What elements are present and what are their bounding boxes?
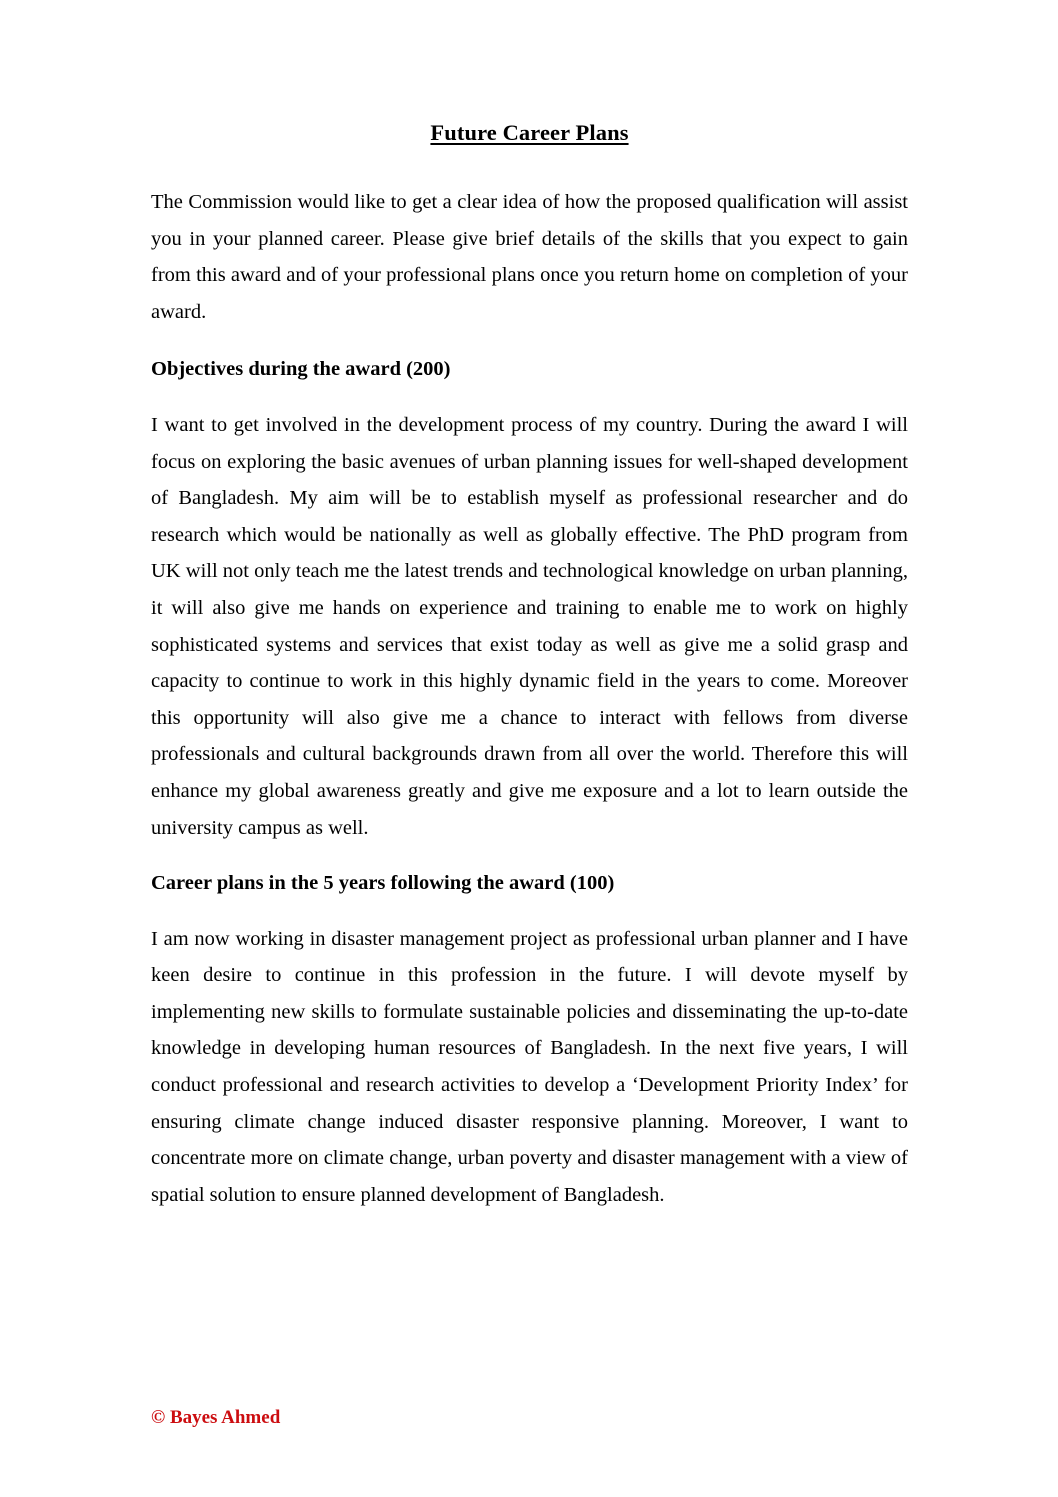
section-heading-objectives: Objectives during the award (200): [151, 358, 451, 381]
document-body: [151, 118, 908, 1232]
section-body-objectives: I want to get involved in the development process of my country. During the award I will focus on exploring the basic avenues of urban planning issues for well-shaped development of Bangladesh. My aim will be to establish myself as professional researcher and do research which would be nationally as well as globally effective. The PhD program from UK will not only teach me the latest trends and technological knowledge on urban planning, it will also give me hands on experience and training to enable me to work on highly sophisticated systems and services that exist today as well as give me a solid grasp and capacity to continue to work in this highly dynamic field in the years to come. Moreover this opportunity will also give me a chance to interact with fellows from diverse professionals and cultural backgrounds drawn from all over the world. Therefore this will enhance my global awareness greatly and give me exposure and a lot to learn outside the university campus as well.: [151, 413, 908, 839]
page-title-text: Future Career Plans: [430, 120, 629, 145]
intro-paragraph: The Commission would like to get a clear idea of how the proposed qualification will assist you in your planned career. Please give brief details of the skills that you expect to gain from this award and of your professional plans once you return home on completion of your award.: [151, 191, 908, 323]
section-heading-career-plans: Career plans in the 5 years following the award (100): [151, 872, 615, 895]
page-title: [151, 118, 908, 148]
copyright-footer: © Bayes Ahmed: [151, 1407, 281, 1428]
section-body-career-plans: I am now working in disaster management project as professional urban planner and I have keen desire to continue in this profession in the future. I will devote myself by implementing new skills to formulate sustainable policies and disseminating the up-to-date knowledge in developing human resources of Bangladesh. In the next five years, I will conduct professional and research activities to develop a ‘Development Priority Index’ for ensuring climate change induced disaster responsive planning. Moreover, I want to concentrate more on climate change, urban poverty and disaster management with a view of spatial solution to ensure planned development of Bangladesh.: [151, 927, 908, 1206]
